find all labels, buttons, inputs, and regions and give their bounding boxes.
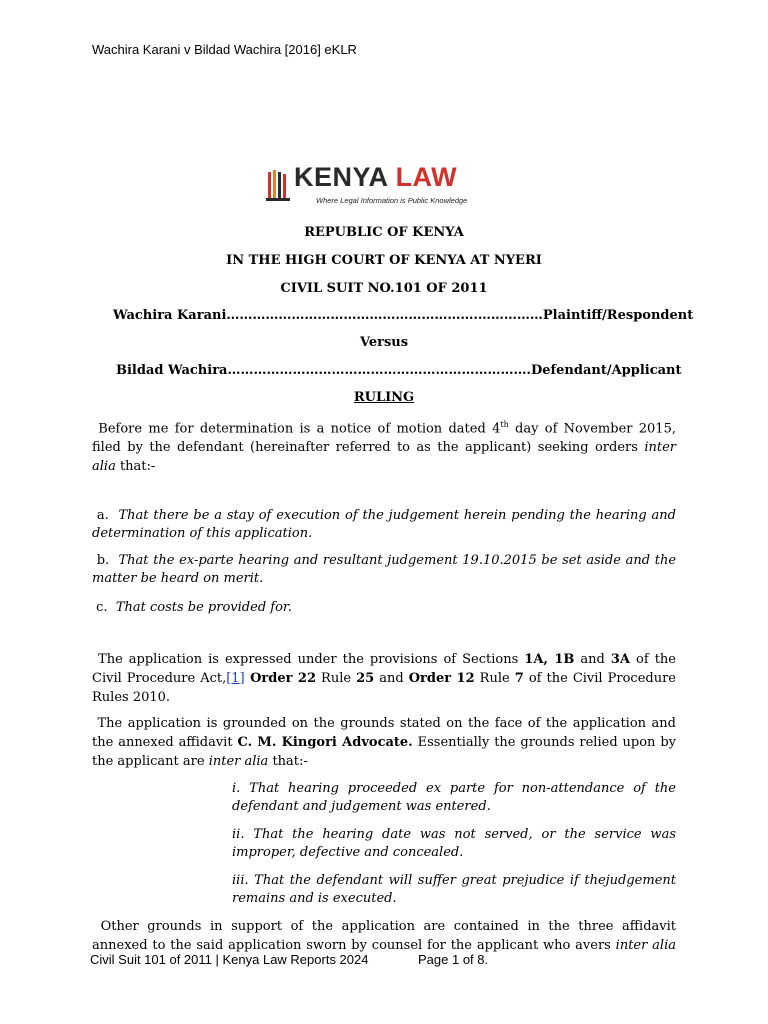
ground-item-1: i. That hearing proceeded ex parte for non-attendance of the defendant and judgement was entered. (232, 781, 676, 814)
logo-wordmark (294, 162, 457, 193)
versus-label: Versus (359, 335, 409, 350)
paragraph-1: Before me for determination is a notice of motion dated 4th day of November 2015, filed by the defendant (hereinafter referred to as the applicant) seeking orders inter alia that:- (92, 420, 676, 475)
page-footer (90, 952, 489, 967)
paragraph-4: Other grounds in support of the application are contained in the three affidavit annexed to the said application sworn by counsel for the applicant who avers inter alia (92, 919, 676, 953)
footnote-link[interactable]: [1] (226, 671, 245, 686)
logo-law: LAW (395, 162, 458, 192)
paragraph-2: The application is expressed under the provisions of Sections 1A, 1B and 3A of the Civil Procedure Act,[1] Order 22 Rule 25 and Order 12 Rule 7 of the Civil Procedure Rules 2010. (92, 652, 676, 705)
logo-pillars-icon (266, 168, 292, 202)
footer-citation: Civil Suit 101 of 2011 | Kenya Law Reports 2024 (90, 952, 369, 967)
kenya-law-logo (266, 162, 468, 208)
paragraph-3: The application is grounded on the grounds stated on the face of the application and the annexed affidavit C. M. Kingori Advocate. Essentially the grounds relied upon by the applicant are inter alia that:- (92, 716, 677, 769)
list-item-a: a. That there be a stay of execution of the judgement herein pending the hearing and determination of this application. (92, 508, 676, 541)
defendant-line: Bildad Wachira…………………………………………………………….Defendant/Applicant (116, 363, 682, 378)
court-heading: IN THE HIGH COURT OF KENYA AT NYERI (226, 253, 542, 268)
ground-item-3: iii. That the defendant will suffer great prejudice if thejudgement remains and is executed. (232, 873, 676, 906)
page-number: Page 1 of 8. (418, 952, 489, 967)
suit-heading: CIVIL SUIT NO.101 OF 2011 (280, 281, 488, 296)
ruling-heading: RULING (353, 390, 415, 405)
list-item-b: b. That the ex-parte hearing and resultant judgement 19.10.2015 be set aside and the matter be heard on merit. (92, 553, 677, 586)
list-item-c: c. That costs be provided for. (96, 600, 292, 615)
logo-tagline: Where Legal Information is Public Knowledge (316, 196, 468, 205)
logo-kenya: KENYA (294, 162, 388, 192)
republic-heading: REPUBLIC OF KENYA (304, 225, 464, 240)
plaintiff-line: Wachira Karani………………………………………………….……………Plaintiff/Respondent (113, 308, 694, 323)
ground-item-2: ii. That the hearing date was not served, or the service was improper, defective and concealed. (232, 827, 676, 860)
running-header: Wachira Karani v Bildad Wachira [2016] eKLR (92, 42, 357, 57)
